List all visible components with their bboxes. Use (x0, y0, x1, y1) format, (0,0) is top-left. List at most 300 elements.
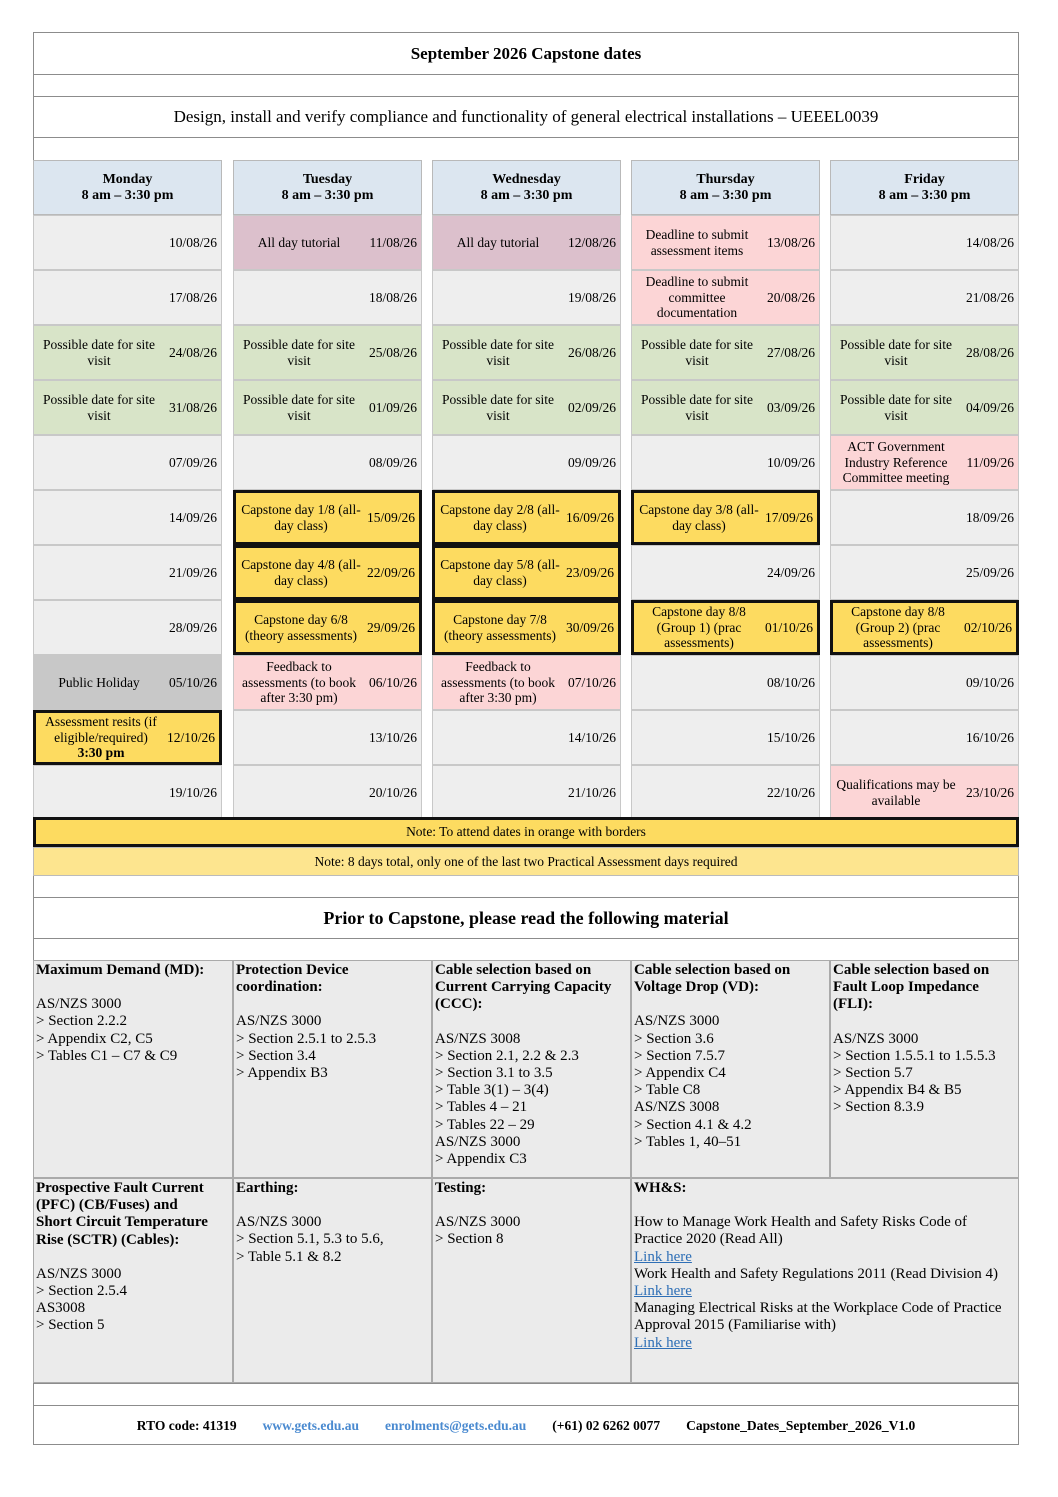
calendar-cell (33, 765, 222, 820)
calendar-cell (33, 545, 222, 600)
cell-date: 30/09/26 (565, 619, 614, 635)
event-text (36, 271, 162, 324)
calendar-cell (33, 270, 222, 325)
material-reference: > Section 5.7 (833, 1065, 913, 1082)
event-time: 3:30 pm (77, 745, 125, 761)
event-label: Capstone day 8/8 (Group 2) (prac assessments) (851, 604, 945, 651)
email-link[interactable]: enrolments@gets.edu.au (384, 1417, 527, 1433)
cell-date: 02/09/26 (567, 399, 616, 415)
event-label: Possible date for site visit (441, 337, 555, 368)
event-text (833, 656, 959, 709)
spacer (435, 1197, 628, 1214)
material-heading: Earthing: (236, 1180, 299, 1196)
cell-date: 14/10/26 (567, 729, 616, 745)
material-reference: > Appendix B4 & B5 (833, 1082, 962, 1099)
cell-date: 16/10/26 (965, 729, 1014, 745)
cell-date: 09/09/26 (567, 454, 616, 470)
whs-document: Work Health and Safety Regulations 2011 (Read Division 4) (634, 1265, 998, 1282)
whs-box (631, 1178, 1019, 1383)
spacer (833, 1014, 1016, 1031)
material-reference: > Section 7.5.7 (634, 1047, 725, 1064)
whs-heading: WH&S: (634, 1180, 687, 1196)
cell-date: 08/10/26 (766, 674, 815, 690)
website-link[interactable]: www.gets.edu.au (262, 1417, 359, 1433)
cell-date: 09/10/26 (965, 674, 1014, 690)
calendar-cell (830, 325, 1019, 380)
day-name: Monday (102, 171, 153, 187)
calendar-cell (830, 215, 1019, 270)
cell-date: 26/08/26 (567, 344, 616, 360)
calendar-cell (631, 600, 820, 655)
event-text (833, 491, 959, 544)
calendar-cell (33, 380, 222, 435)
event-label: All day tutorial (257, 234, 341, 250)
cell-date: 07/10/26 (567, 674, 616, 690)
cell-date: 11/08/26 (369, 234, 417, 250)
day-hours: 8 am – 3:30 pm (679, 187, 772, 203)
day-header-thursday (631, 160, 820, 215)
material-reference: > Section 5 (36, 1317, 105, 1334)
material-reference: > Appendix C2, C5 (36, 1030, 153, 1047)
material-box (631, 960, 830, 1178)
cell-date: 01/10/26 (764, 619, 813, 635)
cell-date: 24/08/26 (168, 344, 217, 360)
event-text (437, 548, 563, 597)
spacer (36, 1249, 230, 1266)
event-text (36, 381, 162, 434)
cell-date: 17/09/26 (764, 509, 813, 525)
day-header-monday (33, 160, 222, 215)
material-reference: > Section 3.6 (634, 1030, 714, 1047)
calendar-cell (233, 765, 422, 820)
event-label: Capstone day 6/8 (theory assessments) (244, 612, 358, 643)
spacer (634, 996, 827, 1013)
material-reference: > Section 2.1, 2.2 & 2.3 (435, 1047, 579, 1064)
calendar-cell (631, 655, 820, 710)
material-reference: AS/NZS 3000 (36, 1265, 122, 1282)
calendar-cell (233, 435, 422, 490)
material-heading: Fault Loop Impedance (833, 979, 979, 996)
material-reference: > Section 1.5.5.1 to 1.5.5.3 (833, 1047, 996, 1064)
event-text (435, 436, 561, 489)
event-text (835, 603, 961, 652)
page-title: September 2026 Capstone dates (33, 32, 1019, 75)
calendar-cell (33, 600, 222, 655)
cell-date: 03/09/26 (766, 399, 815, 415)
material-reference: > Section 3.1 to 3.5 (435, 1065, 553, 1082)
event-label: Possible date for site visit (839, 392, 953, 423)
event-label: Deadline to submit assessment items (645, 227, 749, 258)
cell-date: 21/09/26 (168, 564, 217, 580)
cell-date: 02/10/26 (963, 619, 1012, 635)
event-text (238, 493, 364, 542)
event-text (36, 326, 162, 379)
cell-date: 20/10/26 (368, 784, 417, 800)
material-reference: AS/NZS 3000 (236, 1013, 322, 1030)
whs-link-line (634, 1335, 1016, 1352)
day-header-tuesday (233, 160, 422, 215)
cell-date: 06/10/26 (368, 674, 417, 690)
footer (33, 1405, 1019, 1445)
event-text (634, 436, 760, 489)
whs-link[interactable]: Link here (634, 1334, 692, 1351)
event-text (435, 381, 561, 434)
cell-date: 27/08/26 (766, 344, 815, 360)
event-text (435, 711, 561, 764)
event-text (36, 216, 162, 269)
event-text (833, 711, 959, 764)
cell-date: 18/08/26 (368, 289, 417, 305)
event-label: Capstone day 3/8 (all-day class) (639, 502, 759, 533)
event-text (435, 216, 561, 269)
note-total-days: Note: 8 days total, only one of the last two Practical Assessment days required (33, 847, 1019, 876)
event-text (833, 271, 959, 324)
event-label: Capstone day 5/8 (all-day class) (440, 557, 560, 588)
event-label: Possible date for site visit (640, 392, 754, 423)
material-heading: Voltage Drop (VD): (634, 979, 759, 996)
material-reference: > Section 2.5.1 to 2.5.3 (236, 1030, 377, 1047)
event-text (236, 766, 362, 819)
calendar-cell (233, 490, 422, 545)
calendar-cell (432, 600, 621, 655)
calendar-cell (33, 490, 222, 545)
material-box (432, 1178, 631, 1383)
day-header-wednesday (432, 160, 621, 215)
event-label: Possible date for site visit (42, 392, 156, 423)
calendar-cell (432, 710, 621, 765)
material-reference: AS/NZS 3000 (236, 1214, 322, 1231)
day-name: Friday (904, 171, 945, 187)
event-label: Public Holiday (58, 674, 140, 690)
day-hours: 8 am – 3:30 pm (480, 187, 573, 203)
event-text (435, 271, 561, 324)
spacer (36, 979, 230, 996)
calendar-cell (432, 380, 621, 435)
day-hours: 8 am – 3:30 pm (281, 187, 374, 203)
event-label: Capstone day 7/8 (theory assessments) (443, 612, 557, 643)
material-box (33, 960, 233, 1178)
event-text (236, 381, 362, 434)
spacer (435, 1014, 628, 1031)
material-reference: > Section 5.1, 5.3 to 5.6, (236, 1231, 384, 1248)
cell-date: 22/10/26 (766, 784, 815, 800)
calendar-cell (830, 380, 1019, 435)
whs-link-line (634, 1249, 1016, 1266)
cell-date: 18/09/26 (965, 509, 1014, 525)
event-label: Capstone day 2/8 (all-day class) (440, 502, 560, 533)
event-label: Possible date for site visit (242, 392, 356, 423)
cell-date: 15/09/26 (366, 509, 415, 525)
event-text (636, 603, 762, 652)
cell-date: 25/09/26 (965, 564, 1014, 580)
calendar-cell (631, 490, 820, 545)
calendar-cell (233, 655, 422, 710)
event-text (238, 603, 364, 652)
calendar-cell (830, 545, 1019, 600)
material-reference: AS/NZS 3000 (435, 1214, 521, 1231)
cell-date: 28/08/26 (965, 344, 1014, 360)
event-text (634, 271, 760, 324)
material-reference: > Section 3.4 (236, 1047, 316, 1064)
material-heading: (CCC): (435, 996, 483, 1013)
material-heading: (PFC) (CB/Fuses) and (36, 1197, 178, 1214)
material-box (233, 960, 432, 1178)
cell-date: 14/09/26 (168, 509, 217, 525)
day-hours: 8 am – 3:30 pm (81, 187, 174, 203)
material-reference: > Section 2.5.4 (36, 1283, 127, 1300)
event-text (634, 656, 760, 709)
cell-date: 19/08/26 (567, 289, 616, 305)
calendar-cell (631, 765, 820, 820)
event-text (634, 546, 760, 599)
event-text (236, 436, 362, 489)
event-label: Assessment resits (if eligible/required) (45, 714, 157, 745)
cell-date: 20/08/26 (766, 289, 815, 305)
cell-date: 15/10/26 (766, 729, 815, 745)
whs-link[interactable]: Link here (634, 1283, 692, 1300)
event-label: Possible date for site visit (839, 337, 953, 368)
event-label: Feedback to assessments (to book after 3:30 pm) (441, 659, 555, 706)
event-text (36, 546, 162, 599)
event-label: Possible date for site visit (42, 337, 156, 368)
cell-date: 08/09/26 (368, 454, 417, 470)
event-label: Possible date for site visit (640, 337, 754, 368)
event-text (636, 493, 762, 542)
material-reference: > Section 2.2.2 (36, 1013, 127, 1030)
rto-code: RTO code: 41319 (136, 1417, 237, 1433)
calendar-cell (631, 215, 820, 270)
event-label: Possible date for site visit (441, 392, 555, 423)
event-text (236, 216, 362, 269)
calendar-cell (830, 600, 1019, 655)
calendar-cell (631, 545, 820, 600)
material-box (33, 1178, 233, 1383)
calendar-cell (830, 270, 1019, 325)
event-text (236, 271, 362, 324)
cell-date: 13/10/26 (368, 729, 417, 745)
document-version: Capstone_Dates_September_2026_V1.0 (686, 1417, 916, 1433)
cell-date: 28/09/26 (168, 619, 217, 635)
material-reference: AS/NZS 3000 (833, 1030, 919, 1047)
material-heading: Rise (SCTR) (Cables): (36, 1231, 180, 1248)
material-heading: Maximum Demand (MD): (36, 962, 205, 978)
cell-date: 14/08/26 (965, 234, 1014, 250)
material-heading: Prospective Fault Current (36, 1180, 204, 1196)
calendar-cell (830, 435, 1019, 490)
event-label: Capstone day 4/8 (all-day class) (241, 557, 361, 588)
calendar-cell (33, 215, 222, 270)
cell-date: 17/08/26 (168, 289, 217, 305)
whs-link[interactable]: Link here (634, 1248, 692, 1265)
calendar-cell (33, 325, 222, 380)
event-text (634, 216, 760, 269)
cell-date: 07/09/26 (168, 454, 217, 470)
spacer (634, 1197, 1016, 1214)
cell-date: 01/09/26 (368, 399, 417, 415)
spacer (236, 1197, 429, 1214)
material-reference: > Tables 22 – 29 (435, 1116, 535, 1133)
material-reference: > Section 8 (435, 1231, 504, 1248)
material-reference: AS/NZS 3000 (634, 1013, 720, 1030)
cell-date: 13/08/26 (766, 234, 815, 250)
calendar-cell (830, 655, 1019, 710)
material-heading: Cable selection based on (634, 962, 791, 978)
calendar-cell (233, 325, 422, 380)
material-box (830, 960, 1019, 1178)
calendar-cell (631, 435, 820, 490)
event-text (833, 766, 959, 819)
material-reference: AS/NZS 3008 (435, 1030, 521, 1047)
event-text (36, 766, 162, 819)
calendar-cell (432, 545, 621, 600)
event-text (36, 601, 162, 654)
calendar-cell (631, 380, 820, 435)
cell-date: 22/09/26 (366, 564, 415, 580)
cell-date: 04/09/26 (965, 399, 1014, 415)
material-heading: Cable selection based on (833, 962, 990, 978)
calendar-cell (432, 490, 621, 545)
event-label: Capstone day 8/8 (Group 1) (prac assessments) (652, 604, 746, 651)
event-text (236, 656, 362, 709)
event-text (236, 711, 362, 764)
course-subtitle: Design, install and verify compliance and functionality of general electrical installations – UEEEL0039 (33, 97, 1019, 138)
calendar-cell (631, 325, 820, 380)
calendar-cell (432, 270, 621, 325)
calendar-cell (830, 490, 1019, 545)
material-heading: Short Circuit Temperature (36, 1214, 208, 1231)
material-heading: (FLI): (833, 996, 873, 1013)
calendar-cell (233, 545, 422, 600)
cell-date: 31/08/26 (168, 399, 217, 415)
calendar-cell (432, 655, 621, 710)
event-text (36, 436, 162, 489)
event-label: Qualifications may be available (836, 777, 956, 808)
cell-date: 19/10/26 (168, 784, 217, 800)
day-name: Thursday (696, 171, 755, 187)
material-reference: AS/NZS 3008 (634, 1099, 720, 1116)
event-text (634, 766, 760, 819)
event-text (833, 546, 959, 599)
event-text (833, 381, 959, 434)
day-header-friday (830, 160, 1019, 215)
material-heading: coordination: (236, 979, 323, 996)
whs-link-line (634, 1283, 1016, 1300)
event-text (634, 381, 760, 434)
material-reference: AS/NZS 3000 (435, 1133, 521, 1150)
event-text (36, 656, 162, 709)
event-text (634, 326, 760, 379)
material-reference: > Appendix C4 (634, 1065, 726, 1082)
calendar-cell (233, 270, 422, 325)
material-heading: Cable selection based on (435, 962, 592, 978)
whs-document: How to Manage Work Health and Safety Risks Code of Practice 2020 (Read All) (634, 1214, 968, 1248)
material-heading: Protection Device (236, 962, 349, 978)
cell-date: 24/09/26 (766, 564, 815, 580)
cell-date: 25/08/26 (368, 344, 417, 360)
cell-date: 10/09/26 (766, 454, 815, 470)
event-label: Capstone day 1/8 (all-day class) (241, 502, 361, 533)
calendar-cell (830, 765, 1019, 820)
event-text (833, 216, 959, 269)
spacer (236, 996, 429, 1013)
calendar-cell (33, 710, 222, 765)
calendar-cell (233, 215, 422, 270)
calendar-cell (830, 710, 1019, 765)
cell-date: 21/08/26 (965, 289, 1014, 305)
material-heading: Testing: (435, 1180, 487, 1196)
divider (33, 1383, 1019, 1384)
material-reference: > Table 5.1 & 8.2 (236, 1248, 342, 1265)
calendar-cell (631, 270, 820, 325)
event-text (437, 493, 563, 542)
event-text (634, 711, 760, 764)
calendar-cell (432, 215, 621, 270)
calendar-cell (432, 765, 621, 820)
material-box (233, 1178, 432, 1383)
event-text (437, 603, 563, 652)
material-reference: > Appendix B3 (236, 1065, 328, 1082)
day-hours: 8 am – 3:30 pm (878, 187, 971, 203)
cell-date: 05/10/26 (168, 674, 217, 690)
event-label: ACT Government Industry Reference Committee meeting (842, 439, 950, 486)
event-text (236, 326, 362, 379)
calendar-cell (432, 435, 621, 490)
event-text (38, 713, 164, 762)
event-text (833, 436, 959, 489)
material-reference: > Table C8 (634, 1082, 701, 1099)
event-label: Possible date for site visit (242, 337, 356, 368)
material-reference: > Tables 4 – 21 (435, 1099, 528, 1116)
calendar-cell (233, 380, 422, 435)
cell-date: 23/10/26 (965, 784, 1014, 800)
cell-date: 23/09/26 (565, 564, 614, 580)
calendar-cell (33, 435, 222, 490)
cell-date: 29/09/26 (366, 619, 415, 635)
whs-document: Managing Electrical Risks at the Workplace Code of Practice Approval 2015 (Familiarise with) (634, 1300, 1002, 1334)
phone-number: (+61) 02 6262 0077 (552, 1417, 661, 1433)
day-name: Wednesday (492, 171, 561, 187)
calendar-cell (432, 325, 621, 380)
material-reference: > Table 3(1) – 3(4) (435, 1082, 549, 1099)
calendar-cell (233, 710, 422, 765)
material-reference: > Section 4.1 & 4.2 (634, 1116, 752, 1133)
calendar-cell (631, 710, 820, 765)
event-text (36, 491, 162, 544)
event-label: Deadline to submit committee documentation (645, 274, 749, 321)
event-label: All day tutorial (456, 234, 540, 250)
event-text (435, 656, 561, 709)
event-text (238, 548, 364, 597)
prior-reading-heading: Prior to Capstone, please read the following material (33, 897, 1019, 939)
cell-date: 16/09/26 (565, 509, 614, 525)
day-name: Tuesday (302, 171, 353, 187)
note-orange-dates: Note: To attend dates in orange with borders (33, 817, 1019, 847)
calendar-cell (233, 600, 422, 655)
cell-date: 11/09/26 (966, 454, 1014, 470)
material-reference: > Tables C1 – C7 & C9 (36, 1047, 178, 1064)
material-reference: AS3008 (36, 1300, 86, 1317)
cell-date: 12/10/26 (166, 729, 215, 745)
material-heading: Current Carrying Capacity (435, 979, 612, 996)
event-text (435, 766, 561, 819)
cell-date: 21/10/26 (567, 784, 616, 800)
material-reference: > Appendix C3 (435, 1151, 527, 1168)
material-reference: AS/NZS 3000 (36, 996, 122, 1013)
material-reference: > Section 8.3.9 (833, 1099, 924, 1116)
event-text (435, 326, 561, 379)
material-reference: > Tables 1, 40–51 (634, 1133, 742, 1150)
cell-date: 10/08/26 (168, 234, 217, 250)
